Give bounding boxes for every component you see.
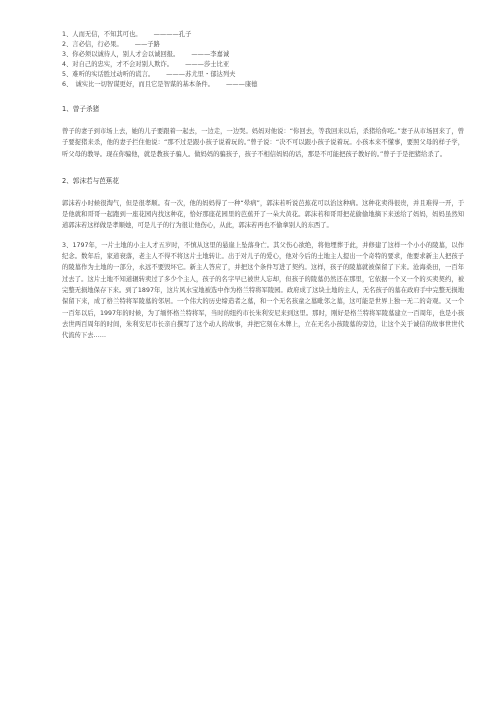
quote-text: 4、对自己的忠实，才不会对别人欺诈。	[62, 61, 174, 68]
quote-author: ——子路	[134, 41, 160, 48]
quote-author: ———苏尤里・郁达列夫	[166, 71, 236, 78]
quote-list	[62, 30, 464, 90]
quote-author: ———莎士比亚	[185, 61, 230, 68]
quote-item	[62, 70, 464, 80]
quote-item	[62, 60, 464, 70]
story1-body: 曾子的妻子到市场上去，她的儿子要跟着一起去，一边走，一边哭。妈妈对他说：“你回去，等我回来以后，杀猪给你吃。”妻子从市场回来了，曾子要捉猪来杀，他的妻子拦住他说：“那不过是跟小孩子说着玩的。”曾子说：“决不可以跟小孩子说着玩。小孩本来不懂事，要照父母的样子学，听父母的教导。现在你骗他，就是教孩子骗人。做妈妈的骗孩子，孩子不相信妈妈的话，那是不可能把孩子教好的。”曾子于是把猪给杀了。	[62, 128, 464, 158]
quote-text: 3、你必须以诚待人，别人才会以诚回报。	[62, 51, 180, 58]
quote-text: 5、难听的实话胜过动听的谎言。	[62, 71, 155, 78]
quote-item	[62, 30, 464, 40]
quote-author: ———康德	[225, 81, 258, 88]
quote-item	[62, 50, 464, 60]
quote-author: ———李嘉诚	[191, 51, 230, 58]
quote-text: 1、人而无信，不知其可也。	[62, 31, 142, 38]
quote-text: 2、言必信，行必果。	[62, 41, 123, 48]
story2-title: 2、郭沫若与芭蕉花	[62, 176, 119, 185]
quote-item	[62, 40, 464, 50]
story2-body: 郭沫若小时候很淘气，但是很孝顺。有一次，他的妈妈得了一种“晕病”，郭沫若听说芭蕉花可以治这种病。这种花卖得很贵，并且难得一开，于是他就和哥哥一起跑到一座花园内找这种花，恰好那座花园里的芭蕉开了一朵大黄花。郭沫若和哥哥把花偷偷地摘下来送给了妈妈，妈妈虽然知道郭沫若这样做是孝顺她，可是儿子的行为很让他伤心，从此，郭沫若再也不偷拿别人的东西了。	[62, 199, 464, 230]
story3-body: 3、1797年，一片土地的小主人才五岁时，不慎从这里的悬崖上坠落身亡。其父伤心欲绝，将他埋葬于此，并修建了这样一个小小的陵墓，以作纪念。数年后，家道衰落，老主人不得不将这片土地转让。出于对儿子的爱心，他对今后的土地主人提出一个奇特的要求，他要求新主人把孩子的陵墓作为土地的一部分，永远不要毁坏它。新主人答应了，并把这个条件写进了契约。这样，孩子的陵墓就被保留了下来。沧海桑田，一百年过去了。这片土地不知道辗转卖过了多少个主人，孩子的名字早已被世人忘却，但孩子的陵墓仍然还在那里，它依据一个又一个的买卖契约，被完整无损地保存下来。到了1897年，这片风水宝地被选中作为格兰特将军陵园。政府成了这块土地的主人，无名孩子的墓在政府手中完整无损地保留下来，成了格兰特将军陵墓的邻居。一个伟大的历史缔造者之墓，和一个无名孩童之墓毗邻之墓，这可能是世界上独一无二的奇观。又一个一百年以后，1997年的时候，为了缅怀格兰特将军，当时的纽约市长朱利安尼来到这里。那时，刚好是格兰特将军陵墓建立一百周年，也是小孩去世两百周年的时间，朱利安尼市长亲自撰写了这个动人的故事，并把它刻在木牌上，立在无名小孩陵墓的旁边，让这个关于诚信的故事世世代代流传下去……	[62, 241, 464, 340]
quote-author: ————孔子	[153, 31, 192, 38]
quote-text: 6、 诚实比一切智谋更好，而且它是智谋的基本条件。	[62, 81, 214, 88]
quote-item	[62, 80, 464, 90]
story1-title: 1、曾子杀猪	[62, 105, 100, 113]
